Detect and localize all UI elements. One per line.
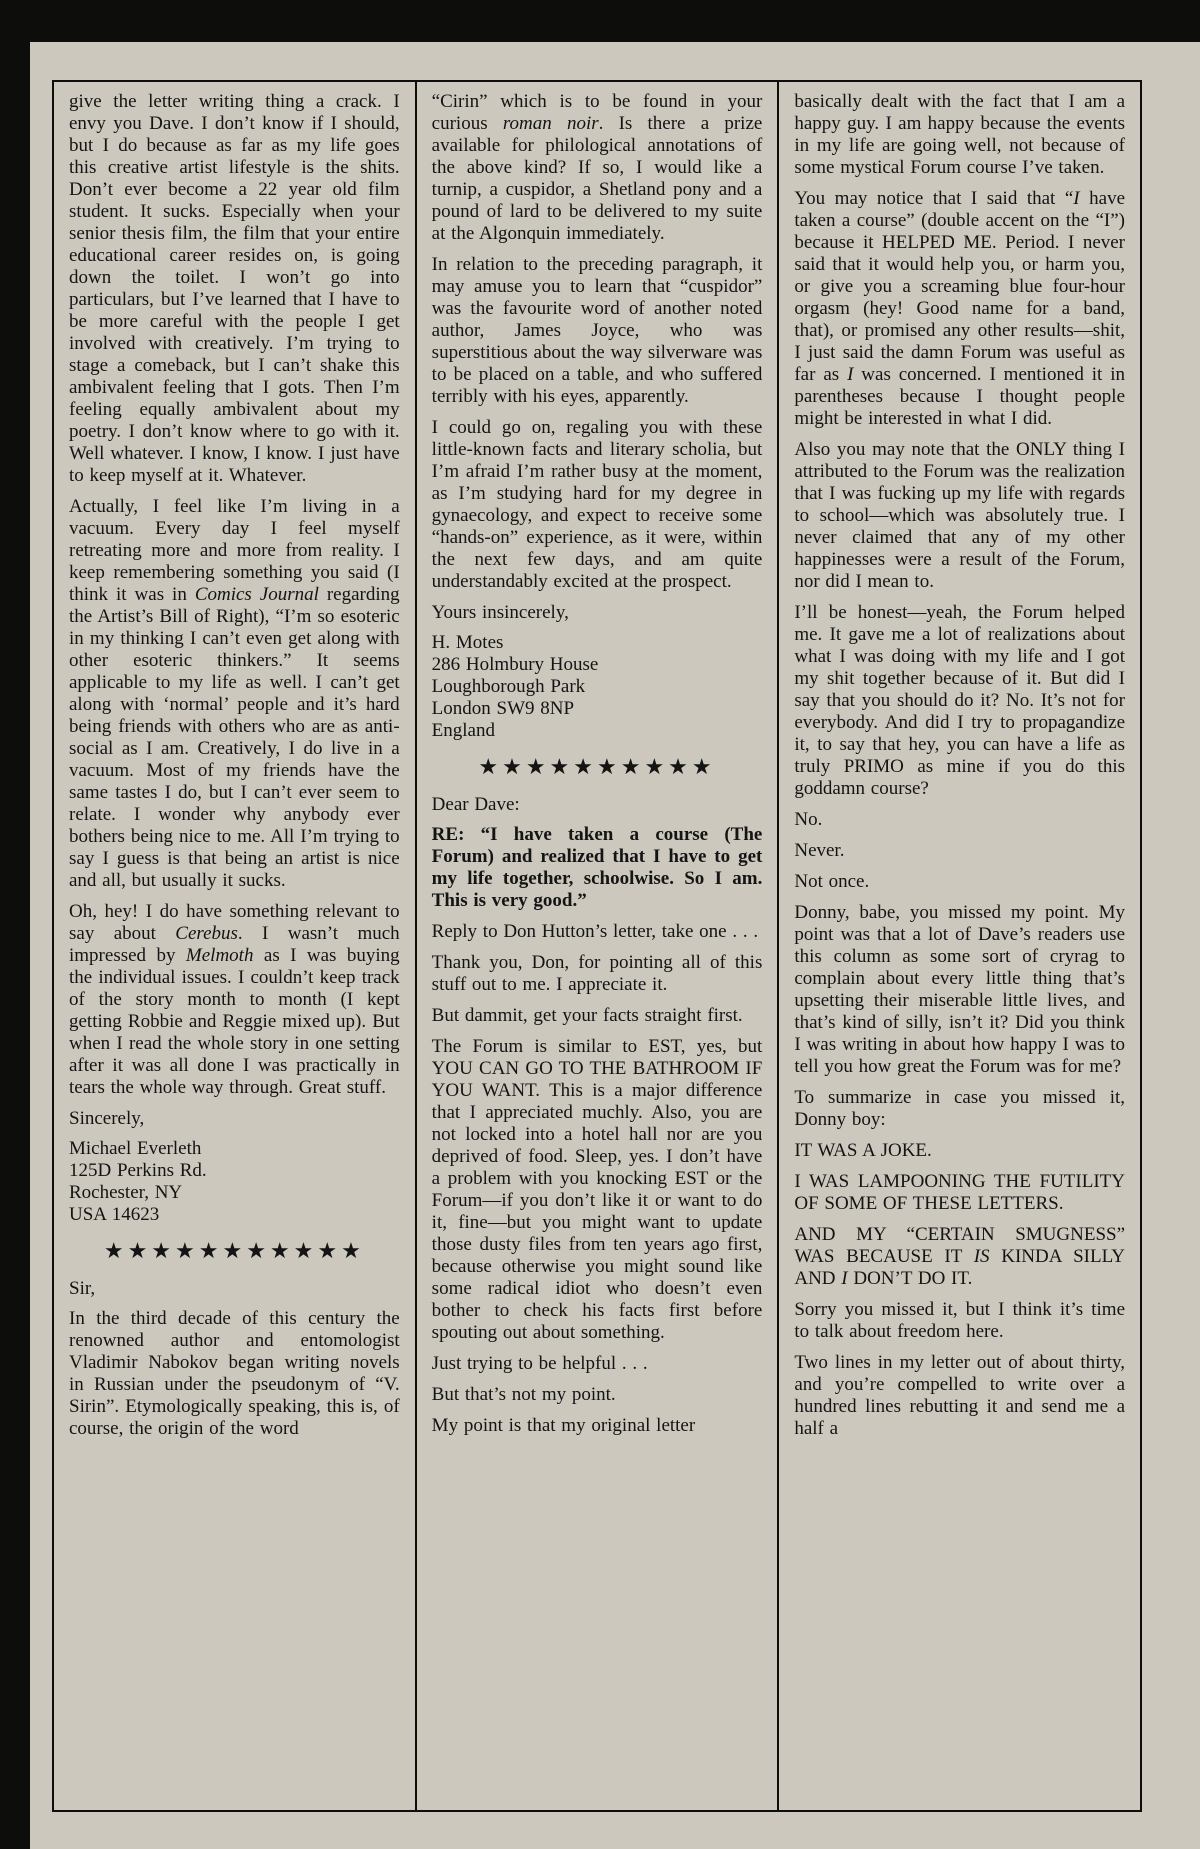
paragraph [794, 871, 1125, 893]
paragraph [794, 809, 1125, 831]
text-segment: roman noir [502, 113, 599, 134]
text-segment: My point is that my original letter [431, 1415, 696, 1436]
paragraph [432, 1005, 763, 1027]
text-segment: AND MY “CERTAIN SMUGNESS” WAS BECAUSE IT [794, 1224, 1126, 1267]
letters-column-2 [415, 82, 778, 1810]
text-segment: IS [973, 1246, 990, 1267]
text-segment: Also you may note that the ONLY thing I attributed to the Forum was the realization that I was fucking up my life with regards to school—which was absolutely true. I never claimed that any of my other happinesses were a result of the Forum, nor did I mean to. [794, 439, 1126, 592]
paragraph [794, 188, 1125, 430]
text-segment: Melmoth [185, 945, 254, 966]
text-segment: I [847, 364, 854, 385]
paragraph [794, 439, 1125, 593]
text-segment: Thank you, Don, for pointing all of this stuff out to me. I appreciate it. [431, 952, 763, 995]
paragraph [794, 91, 1125, 179]
paragraph [794, 1299, 1125, 1343]
text-segment: Comics Journal [194, 584, 319, 605]
paragraph [432, 1415, 763, 1437]
text-segment: regarding the Artist’s Bill of Right), “I’m so esoteric in my thinking I can’t even get along with other esoteric thinkers.” It seems applicable to my life as well. I can’t get along with ‘normal’ people and it’s hard being friends with others who are as anti-social as I am. Creatively, I do live in a vacuum. Most of my friends have the same tastes I do, but I can’t ever seem to relate. I wonder why anybody ever bothers being nice to me. All I’m trying to say I guess is that being an artist is nice and all, but usually it sucks. [69, 584, 400, 891]
paragraph [432, 1353, 763, 1375]
address-line [69, 1138, 400, 1160]
text-segment: Actually, I feel like I’m living in a vacuum. Every day I feel myself retreating more and more from reality. I keep remembering something you said (I think it was in [69, 496, 400, 605]
text-segment: In relation to the preceding paragraph, it may amuse you to learn that “cuspidor” was the favourite word of another noted author, James Joyce, who was superstitious about the way silverware was to be placed on a table, and who suffered terribly with his eyes, apparently. [431, 254, 763, 407]
text-segment: Rochester, NY [69, 1182, 183, 1203]
paragraph [794, 840, 1125, 862]
paragraph [794, 1224, 1125, 1290]
address-line [432, 676, 763, 698]
left-black-border [0, 0, 30, 1849]
text-segment: Michael Everleth [69, 1138, 202, 1159]
paragraph [69, 91, 400, 487]
salutation-line [69, 1108, 400, 1130]
paragraph [69, 901, 400, 1099]
top-black-border [0, 0, 1200, 42]
text-segment: The Forum is similar to EST, yes, but YOU CAN GO TO THE BATHROOM IF YOU WANT. This is a major difference that I appreciated muchly. Also, you are not locked into a hotel hall nor are you deprived of food. Sleep, yes. I don’t have a problem with you knocking EST or the Forum—if you don’t like it or want to do it, fine—but you might want to update those dusty files from ten years ago first, because otherwise you might sound like some radical idiot who doesn’t even bother to check his facts first before spouting out about something. [431, 1036, 763, 1343]
text-segment: Cerebus [175, 923, 238, 944]
text-segment: Sincerely, [69, 1108, 145, 1129]
address-line [432, 698, 763, 720]
text-segment: USA 14623 [69, 1204, 160, 1225]
text-segment: To summarize in case you missed it, Donny boy: [794, 1087, 1126, 1130]
paragraph [432, 417, 763, 593]
text-segment: Sir, [69, 1278, 96, 1299]
text-segment: Yours insincerely, [431, 602, 569, 623]
paragraph [432, 952, 763, 996]
letters-text-frame [52, 80, 1142, 1812]
salutation-line [432, 602, 763, 624]
text-segment: was concerned. I mentioned it in parentheses because I thought people might be interested in what I did. [794, 364, 1126, 429]
letters-column-3 [777, 82, 1140, 1810]
text-segment: “Cirin” which is to be found in your curious [431, 91, 763, 134]
paragraph [69, 1308, 400, 1440]
address-line [69, 1160, 400, 1182]
star-separator: ★★★★★★★★★★ [478, 754, 716, 779]
text-segment: Reply to Don Hutton’s letter, take one . . . [431, 921, 759, 942]
text-segment: Dear Dave: [431, 794, 520, 815]
text-segment: I [841, 1268, 848, 1289]
emphasis-paragraph [432, 824, 763, 912]
address-line [69, 1204, 400, 1226]
text-segment: . Is there a prize available for philological annotations of the above kind? If so, I would like a turnip, a cuspidor, a Shetland pony and a pound of lard to be delivered to my suite at the Algonquin immediately. [431, 113, 763, 244]
text-segment: But that’s not my point. [431, 1384, 616, 1405]
text-segment: I [1073, 188, 1080, 209]
text-segment: I could go on, regaling you with these little-known facts and literary scholia, but I’m afraid I’m rather busy at the moment, as I’m studying hard for my degree in gynaecology, and expect to receive some “hands-on” experience, as it were, within the next few days, and am quite understandably excited at the prospect. [431, 417, 763, 592]
text-segment: Not once. [794, 871, 870, 892]
text-segment: Donny, babe, you missed my point. My point was that a lot of Dave’s readers use this column as some sort of cryrag to complain about every little thing that’s upsetting their miserable little lives, and that’s kind of silly, isn’t it? Did you think I was writing in about how happy I was to tell you how great the Forum was for me? [794, 902, 1126, 1077]
letters-column-1 [54, 82, 415, 1810]
text-segment: Just trying to be helpful . . . [431, 1353, 648, 1374]
paragraph [794, 602, 1125, 800]
text-segment: Sorry you missed it, but I think it’s time to talk about freedom here. [794, 1299, 1126, 1342]
paragraph [432, 1384, 763, 1406]
text-segment: basically dealt with the fact that I am a happy guy. I am happy because the events in my life are going well, not because of some mystical Forum course I’ve taken. [794, 91, 1126, 178]
text-segment: I WAS LAMPOONING THE FUTILITY OF SOME OF THESE LETTERS. [794, 1171, 1126, 1214]
text-segment: Two lines in my letter out of about thirty, and you’re compelled to write over a hundred lines rebutting it and send me a half a [794, 1352, 1126, 1439]
paragraph [794, 1087, 1125, 1131]
text-segment: DON’T DO IT. [847, 1268, 973, 1289]
text-segment: Oh, hey! I do have something relevant to say about [69, 901, 400, 944]
address-line [432, 654, 763, 676]
salutation-line [432, 794, 763, 816]
text-segment: give the letter writing thing a crack. I envy you Dave. I don’t know if I should, but I do because as far as my life goes this creative artist lifestyle is the shits. Don’t ever become a 22 year old film student. It sucks. Especially when your senior thesis film, the film that your entire educational career resides on, is going down the toilet. I won’t go into particulars, but I’ve learned that I have to be more careful with the people I get involved with creatively. I’m trying to stage a comeback, but I can’t shake this ambivalent feeling that I gots. Then I’m feeling equally ambivalent about my poetry. I don’t know where to go with it. Well whatever. I know, I know. I just have to keep myself at it. Whatever. [69, 91, 400, 486]
paragraph [794, 1140, 1125, 1162]
paragraph [69, 496, 400, 892]
paragraph [432, 91, 763, 245]
address-line [432, 720, 763, 742]
text-segment: But dammit, get your facts straight first. [431, 1005, 743, 1026]
paragraph [432, 921, 763, 943]
text-segment: Never. [794, 840, 845, 861]
address-line [69, 1182, 400, 1204]
text-segment: 286 Holmbury House [431, 654, 599, 675]
text-segment: Loughborough Park [431, 676, 586, 697]
text-segment: H. Motes [431, 632, 504, 653]
text-segment: No. [794, 809, 823, 830]
text-segment: You may notice that I said that “ [794, 188, 1074, 209]
text-segment: RE: “I have taken a course (The Forum) and realized that I have to get my life together, schoolwise. So I am. This is very good.” [431, 824, 763, 911]
paragraph [794, 1352, 1125, 1440]
text-segment: IT WAS A JOKE. [794, 1140, 932, 1161]
salutation-line [69, 1278, 400, 1300]
paragraph [432, 254, 763, 408]
address-line [432, 632, 763, 654]
star-separator: ★★★★★★★★★★★ [103, 1238, 365, 1263]
paragraph [794, 1171, 1125, 1215]
paragraph [794, 902, 1125, 1078]
text-segment: 125D Perkins Rd. [69, 1160, 207, 1181]
text-segment: England [431, 720, 495, 741]
text-segment: KINDA SILLY AND [794, 1246, 1126, 1289]
text-segment: I’ll be honest—yeah, the Forum helped me. It gave me a lot of realizations about what I was doing with my life and I got my shit together because of it. But did I say that you should do it? No. It’s not for everybody. And did I try to propagandize it, to say that hey, you can have a life as truly PRIMO as mine if you do this goddamn course? [794, 602, 1126, 799]
paragraph [432, 1036, 763, 1344]
text-segment: . I wasn’t much impressed by [69, 923, 400, 966]
text-segment: In the third decade of this century the renowned author and entomologist Vladimir Nabokov began writing novels in Russian under the pseudonym of “V. Sirin”. Etymologically speaking, this is, of course, the origin of the word [69, 1308, 400, 1439]
text-segment: as I was buying the individual issues. I couldn’t keep track of the story month to month (I kept getting Robbie and Reggie mixed up). But when I read the whole story in one setting after it was all done I was practically in tears the whole way through. Great stuff. [69, 945, 400, 1098]
text-segment: have taken a course” (double accent on the “I”) because it HELPED ME. Period. I never said that it would help you, or harm you, or give you a screaming blue four-hour orgasm (hey! Good name for a band, that), or promised any other results—shit, I just said the damn Forum was useful as far as [794, 188, 1126, 385]
text-segment: London SW9 8NP [431, 698, 575, 719]
